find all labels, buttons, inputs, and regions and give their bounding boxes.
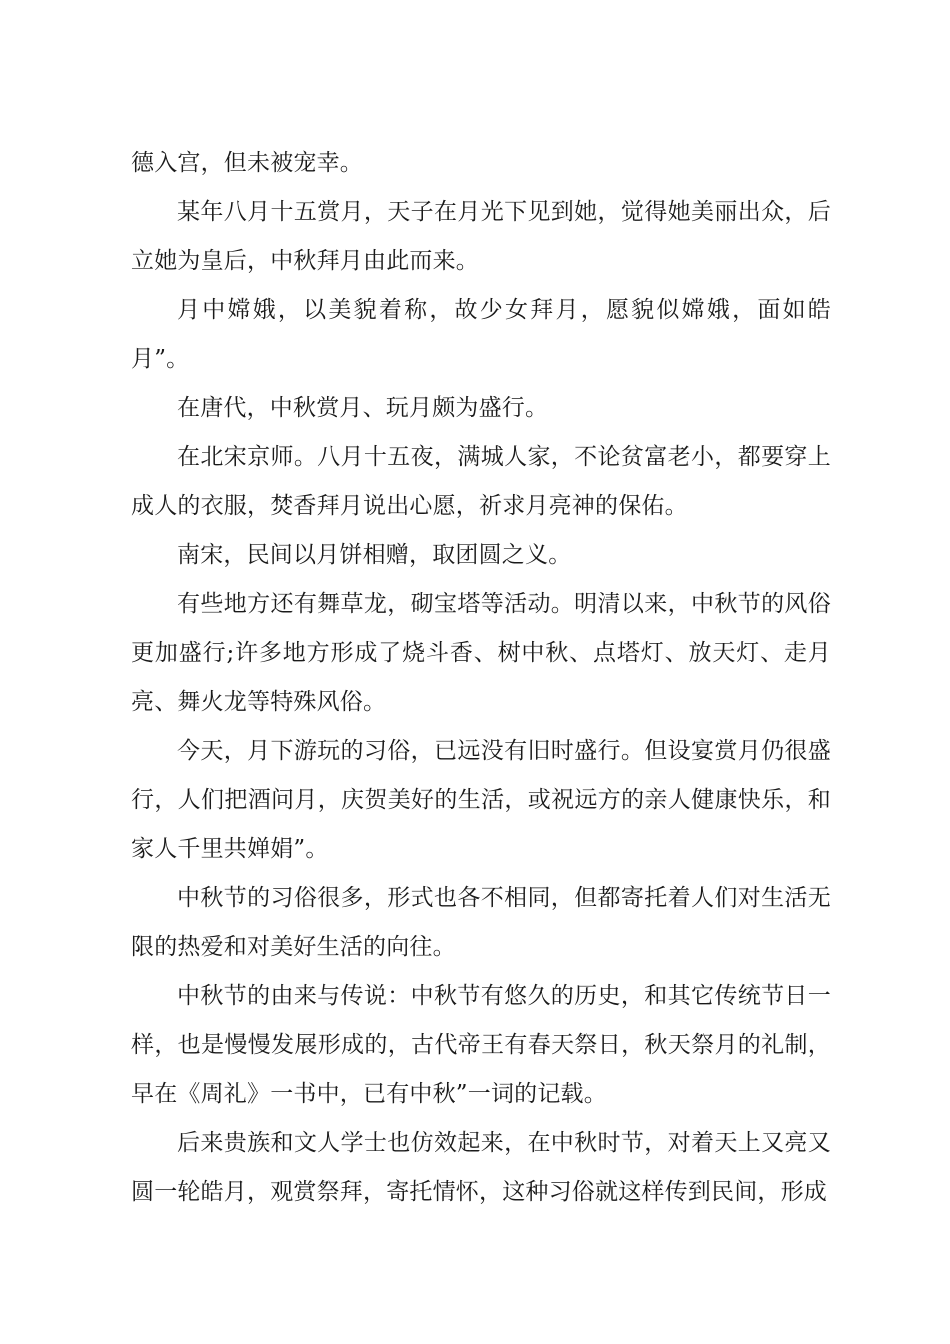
paragraph: 在北宋京师。八月十五夜，满城人家，不论贫富老小，都要穿上成人的衣服，焚香拜月说出心愿，祈求月亮神的保佑。 — [131, 444, 831, 519]
paragraph: 南宋，民间以月饼相赠，取团圆之义。 — [177, 542, 572, 568]
document-body — [131, 139, 831, 1217]
paragraph: 在唐代，中秋赏月、玩月颇为盛行。 — [177, 395, 549, 421]
paragraph: 有些地方还有舞草龙，砌宝塔等活动。明清以来，中秋节的风俗更加盛行;许多地方形成了烧斗香、树中秋、点塔灯、放天灯、走月亮、舞火龙等特殊风俗。 — [131, 591, 831, 715]
paragraph: 今天，月下游玩的习俗，已远没有旧时盛行。但设宴赏月仍很盛行，人们把酒问月，庆贺美好的生活，或祝远方的亲人健康快乐，和家人千里共婵娟”。 — [131, 738, 831, 862]
paragraph: 后来贵族和文人学士也仿效起来，在中秋时节，对着天上又亮又圆一轮皓月，观赏祭拜，寄托情怀，这种习俗就这样传到民间，形成 — [131, 1130, 831, 1205]
paragraph: 中秋节的由来与传说：中秋节有悠久的历史，和其它传统节日一样，也是慢慢发展形成的，古代帝王有春天祭日，秋天祭月的礼制，早在《周礼》一书中，已有中秋”一词的记载。 — [131, 983, 831, 1107]
paragraph: 德入宫，但未被宠幸。 — [131, 150, 363, 176]
paragraph: 月中嫦娥，以美貌着称，故少女拜月，愿貌似嫦娥，面如皓月”。 — [131, 297, 831, 372]
paragraph: 某年八月十五赏月，天子在月光下见到她，觉得她美丽出众，后立她为皇后，中秋拜月由此而来。 — [131, 199, 831, 274]
paragraph: 中秋节的习俗很多，形式也各不相同，但都寄托着人们对生活无限的热爱和对美好生活的向往。 — [131, 885, 831, 960]
